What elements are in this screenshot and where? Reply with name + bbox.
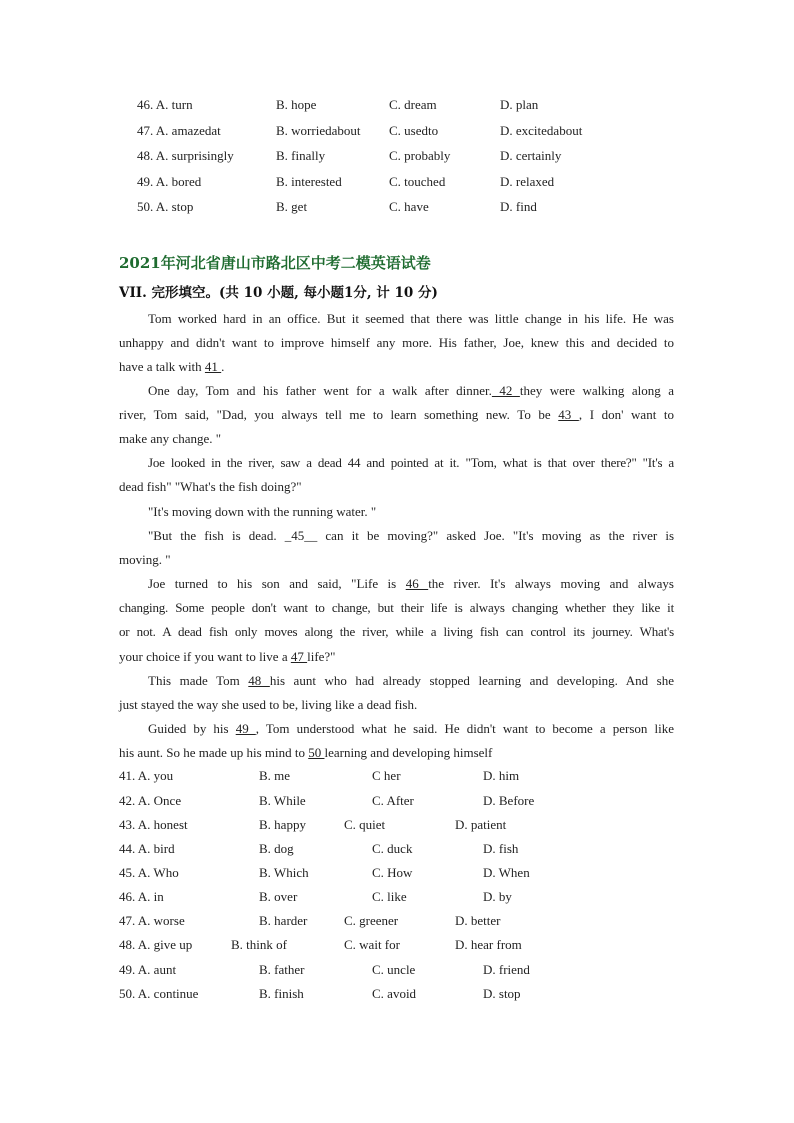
passage-text: can it be moving?" asked Joe. "It's moving as the river is [317, 528, 674, 543]
option-a: 47. A. worse [119, 913, 185, 928]
option-d: D. When [483, 865, 530, 880]
option-a: 43. A. honest [119, 817, 188, 832]
passage-text: This made Tom [148, 673, 249, 688]
option-a: 50. A. stop [137, 199, 194, 214]
option-b: B. dog [259, 841, 294, 856]
option-d: D. relaxed [500, 174, 555, 189]
option-d: D. find [500, 199, 537, 214]
passage-line [148, 572, 674, 596]
blank-41: 41 [204, 359, 222, 374]
option-c: C. probably [389, 148, 451, 163]
section-title: VII. 完形填空。(共 10 小题, 每小题1分, 计 10 分) [119, 285, 438, 301]
blank-46: 46 [405, 576, 429, 591]
passage-text: , Tom understood what he said. He didn't want to become a person like [255, 721, 674, 736]
passage-text: . [221, 359, 225, 374]
passage-text: "But the fish is dead. [148, 528, 285, 543]
option-b: B. worriedabout [276, 123, 361, 138]
passage-line: moving. " [119, 552, 171, 567]
option-c: C. usedto [389, 123, 439, 138]
option-d: D. certainly [500, 148, 562, 163]
passage-text: his aunt who had already stopped learning and developing. And she [269, 673, 675, 688]
passage-text: your choice if you want to live a [119, 649, 291, 664]
option-d: D. him [483, 768, 520, 783]
option-c: C. After [372, 793, 414, 808]
passage-line: or not. A dead fish only moves along the river, while a living fish can control its journey. What's [119, 624, 674, 639]
option-b: B. While [259, 793, 306, 808]
passage-line: just stayed the way she used to be, living like a dead fish. [119, 697, 418, 712]
option-c: C. greener [344, 913, 399, 928]
option-a: 44. A. bird [119, 841, 175, 856]
option-c: C. duck [372, 841, 413, 856]
option-c: C. avoid [372, 986, 417, 1001]
option-b: B. hope [276, 97, 317, 112]
blank-48: 48 [248, 673, 270, 688]
passage-text: they were walking along a [519, 383, 674, 398]
passage-text: have a talk with [119, 359, 205, 374]
passage-line [119, 741, 492, 765]
passage-line [148, 717, 674, 741]
option-b: B. Which [259, 865, 309, 880]
option-d: D. stop [483, 986, 521, 1001]
option-a: 48. A. surprisingly [137, 148, 234, 163]
option-a: 41. A. you [119, 768, 174, 783]
passage-line [119, 645, 336, 669]
passage-line [119, 403, 674, 427]
option-b: B. happy [259, 817, 306, 832]
passage-line: Tom worked hard in an office. But it seemed that there was little change in his life. He was [148, 311, 674, 326]
option-b: B. me [259, 768, 291, 783]
passage-line: Joe looked in the river, saw a dead 44 and pointed at it. "Tom, what is that over there?" "It's a [148, 455, 674, 470]
exam-title: 2021年河北省唐山市路北区中考二模英语试卷 [119, 254, 431, 272]
option-d: D. hear from [455, 937, 522, 952]
passage-line: changing. Some people don't want to change, but their life is always changing whether they like it [119, 600, 674, 615]
blank-45: _45__ [284, 528, 318, 543]
passage-line [148, 669, 674, 693]
option-c: C. uncle [372, 962, 416, 977]
passage-line: dead fish" "What's the fish doing?" [119, 479, 302, 494]
passage-text: Joe turned to his son and said, "Life is [148, 576, 406, 591]
passage-text: the river. It's always moving and always [428, 576, 674, 591]
passage-line: make any change. " [119, 431, 222, 446]
option-c: C. wait for [344, 937, 400, 952]
option-d: D. by [483, 889, 512, 904]
option-a: 49. A. aunt [119, 962, 177, 977]
option-b: B. interested [276, 174, 342, 189]
option-d: D. patient [455, 817, 507, 832]
option-b: B. over [259, 889, 298, 904]
passage-text: learning and developing himself [324, 745, 493, 760]
blank-50: 50 [308, 745, 325, 760]
option-b: B. harder [259, 913, 308, 928]
passage-text: Guided by his [148, 721, 236, 736]
option-a: 47. A. amazedat [137, 123, 221, 138]
option-d: D. Before [483, 793, 535, 808]
passage-text: , I don' want to [578, 407, 675, 422]
option-b: B. finish [259, 986, 304, 1001]
passage-line: unhappy and didn't want to improve himself any more. His father, Joe, knew this and decided to [119, 335, 674, 350]
blank-43: 43 [558, 407, 579, 422]
passage-line [119, 355, 224, 379]
option-b: B. get [276, 199, 308, 214]
passage-text: life?" [307, 649, 336, 664]
passage-line [148, 379, 674, 403]
option-a: 46. A. turn [137, 97, 193, 112]
option-a: 45. A. Who [119, 865, 179, 880]
option-b: B. think of [231, 937, 287, 952]
option-c: C. have [389, 199, 429, 214]
option-d: D. better [455, 913, 501, 928]
option-d: D. excitedabout [500, 123, 583, 138]
option-d: D. fish [483, 841, 519, 856]
option-b: B. father [259, 962, 305, 977]
passage-line: "It's moving down with the running water. " [148, 504, 377, 519]
option-c: C. touched [389, 174, 446, 189]
option-d: D. friend [483, 962, 530, 977]
option-a: 42. A. Once [119, 793, 182, 808]
blank-47: 47 [290, 649, 308, 664]
option-c: C. like [372, 889, 407, 904]
passage-line [148, 524, 674, 548]
option-b: B. finally [276, 148, 326, 163]
option-a: 46. A. in [119, 889, 164, 904]
passage-text: his aunt. So he made up his mind to [119, 745, 309, 760]
option-c: C her [372, 768, 401, 783]
option-a: 48. A. give up [119, 937, 193, 952]
blank-42: 42 [491, 383, 520, 398]
option-a: 49. A. bored [137, 174, 202, 189]
passage-text: One day, Tom and his father went for a walk after dinner. [148, 383, 492, 398]
option-a: 50. A. continue [119, 986, 199, 1001]
option-c: C. dream [389, 97, 437, 112]
blank-49: 49 [235, 721, 256, 736]
option-c: C. quiet [344, 817, 386, 832]
option-d: D. plan [500, 97, 539, 112]
passage-text: river, Tom said, "Dad, you always tell me to learn something new. To be [119, 407, 559, 422]
option-c: C. How [372, 865, 413, 880]
